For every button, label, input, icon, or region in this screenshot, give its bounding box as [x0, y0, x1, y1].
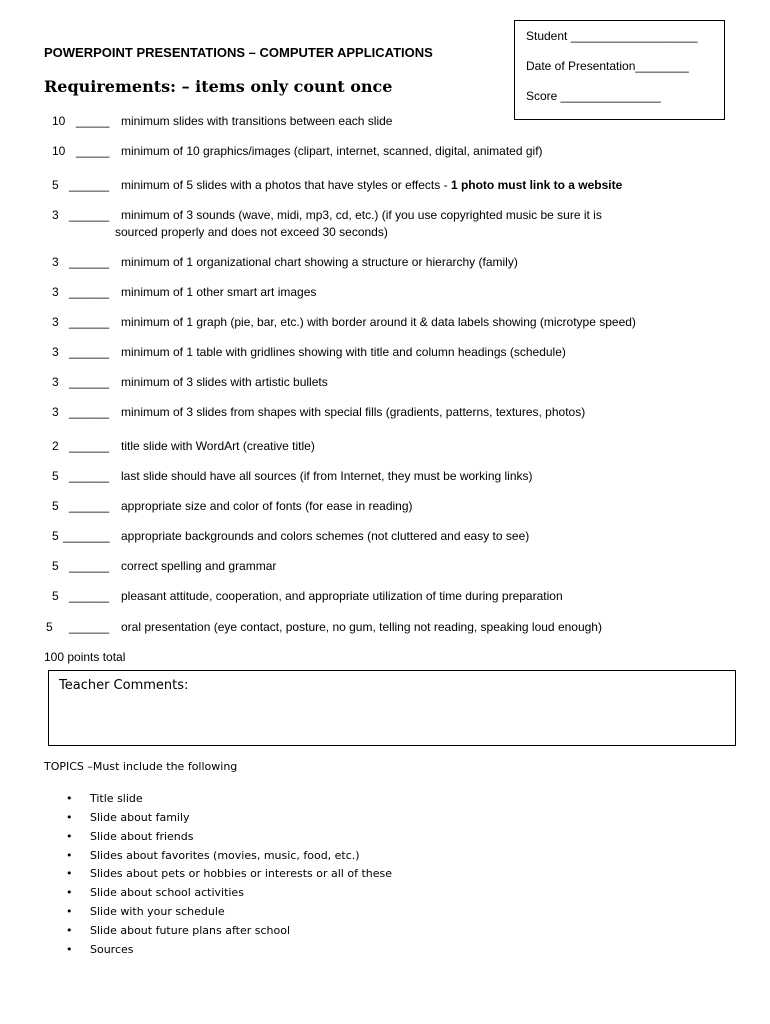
requirement-text — [121, 144, 543, 158]
bullet-icon: • — [66, 849, 73, 862]
bullet-icon: • — [66, 867, 73, 880]
requirement-item — [0, 178, 770, 196]
requirement-text-main: minimum of 10 graphics/images (clipart, internet, scanned, digital, animated gif) — [121, 144, 543, 158]
requirement-text-main: appropriate backgrounds and colors schemes (not cluttered and easy to see) — [121, 529, 530, 543]
score-field[interactable]: Score _______________ — [526, 89, 661, 103]
requirement-text — [121, 620, 602, 634]
requirement-text-main: minimum of 3 slides from shapes with special fills (gradients, patterns, textures, photos) — [121, 405, 586, 419]
requirement-score-blank[interactable]: ______ — [69, 405, 110, 419]
topic-text: Slide about future plans after school — [90, 924, 291, 937]
requirement-text-main: pleasant attitude, cooperation, and appropriate utilization of time during preparation — [121, 589, 563, 603]
requirement-item — [0, 375, 770, 393]
requirement-points: 3 — [52, 375, 59, 389]
requirement-points: 5 — [52, 589, 59, 603]
requirement-points: 10 — [52, 144, 66, 158]
requirement-item — [0, 469, 770, 487]
topic-text: Slides about favorites (movies, music, food, etc.) — [90, 849, 360, 862]
requirement-text-main: minimum of 3 sounds (wave, midi, mp3, cd, etc.) (if you use copyrighted music be sure it is — [121, 208, 602, 222]
requirement-score-blank[interactable]: ______ — [69, 315, 110, 329]
requirement-text — [121, 285, 316, 299]
requirement-points: 3 — [52, 405, 59, 419]
requirement-text — [121, 114, 392, 128]
requirement-text-main: minimum slides with transitions between each slide — [121, 114, 393, 128]
student-name-field[interactable]: Student ___________________ — [526, 29, 698, 43]
requirement-score-blank[interactable]: ______ — [69, 469, 110, 483]
requirement-text-main: minimum of 1 organizational chart showing a structure or hierarchy (family) — [121, 255, 518, 269]
topic-text: Slide about school activities — [90, 886, 244, 899]
bullet-icon: • — [66, 886, 73, 899]
requirement-text — [121, 559, 276, 573]
requirement-text — [121, 178, 622, 192]
points-total: 100 points total — [44, 650, 126, 664]
topic-text: Sources — [90, 943, 134, 956]
requirement-text-main: last slide should have all sources (if from Internet, they must be working links) — [121, 469, 533, 483]
requirement-item — [0, 114, 770, 132]
bullet-icon: • — [66, 792, 73, 805]
requirement-item — [0, 499, 770, 517]
topic-text: Slide about friends — [90, 830, 194, 843]
topic-text: Title slide — [90, 792, 143, 805]
requirement-score-blank[interactable]: ______ — [69, 178, 110, 192]
requirement-text — [121, 499, 413, 513]
bullet-icon: • — [66, 811, 73, 824]
topic-text: Slides about pets or hobbies or interests or all of these — [90, 867, 392, 880]
requirement-points: 5 — [52, 469, 59, 483]
requirement-item — [0, 315, 770, 333]
requirement-item — [0, 255, 770, 273]
requirements-heading: Requirements: – items only count once — [44, 77, 393, 96]
requirement-text-main: appropriate size and color of fonts (for ease in reading) — [121, 499, 413, 513]
requirement-item — [0, 559, 770, 577]
requirement-points: 5 — [46, 620, 53, 634]
topics-heading: TOPICS –Must include the following — [44, 760, 238, 773]
requirement-score-blank[interactable]: ______ — [69, 208, 110, 222]
requirement-points: 5 — [52, 529, 59, 543]
requirement-score-blank[interactable]: ______ — [69, 620, 110, 634]
bullet-icon: • — [66, 943, 73, 956]
requirement-text-main: minimum of 1 table with gridlines showing with title and column headings (schedule) — [121, 345, 566, 359]
bullet-icon: • — [66, 830, 73, 843]
requirement-item — [0, 405, 770, 423]
requirement-text-main: title slide with WordArt (creative title) — [121, 439, 315, 453]
requirement-text-main: minimum of 3 slides with artistic bullets — [121, 375, 328, 389]
requirement-score-blank[interactable]: ______ — [69, 439, 110, 453]
requirement-text — [121, 345, 566, 359]
requirement-score-blank[interactable]: _____ — [76, 114, 110, 128]
requirement-points: 3 — [52, 345, 59, 359]
requirement-points: 3 — [52, 255, 59, 269]
requirement-item — [0, 529, 770, 547]
requirement-item — [0, 589, 770, 607]
requirement-text-continued: sourced properly and does not exceed 30 seconds) — [115, 225, 388, 239]
requirement-points: 3 — [52, 315, 59, 329]
requirement-points: 10 — [52, 114, 66, 128]
requirement-text-main: minimum of 5 slides with a photos that have styles or effects - — [121, 178, 451, 192]
topic-text: Slide about family — [90, 811, 190, 824]
requirement-points: 5 — [52, 559, 59, 573]
requirement-points: 3 — [52, 285, 59, 299]
requirement-score-blank[interactable]: ______ — [69, 499, 110, 513]
requirement-item — [0, 208, 770, 242]
requirement-score-blank[interactable]: ______ — [69, 345, 110, 359]
requirement-text — [121, 255, 518, 269]
requirement-text — [121, 469, 533, 483]
requirement-text — [121, 439, 315, 453]
requirement-score-blank[interactable]: ______ — [69, 375, 110, 389]
requirement-text — [121, 375, 328, 389]
requirement-item — [0, 285, 770, 303]
requirement-points: 5 — [52, 499, 59, 513]
requirement-points: 3 — [52, 208, 59, 222]
requirement-text — [121, 315, 636, 329]
requirement-text-emphasis: 1 photo must link to a website — [450, 178, 623, 192]
requirement-score-blank[interactable]: ______ — [69, 589, 110, 603]
bullet-icon: • — [66, 905, 73, 918]
requirement-score-blank[interactable]: ______ — [69, 255, 110, 269]
requirement-text — [121, 589, 563, 603]
student-info-box — [514, 20, 725, 120]
requirement-item — [0, 345, 770, 363]
requirement-score-blank[interactable]: _____ — [76, 144, 110, 158]
teacher-comments-label: Teacher Comments: — [59, 678, 189, 693]
requirement-text-main: correct spelling and grammar — [121, 559, 277, 573]
presentation-date-field[interactable]: Date of Presentation________ — [526, 59, 689, 73]
requirement-item — [0, 620, 770, 638]
requirement-item — [0, 439, 770, 457]
requirement-item — [0, 144, 770, 162]
requirement-score-blank[interactable]: ______ — [69, 285, 110, 299]
requirement-text — [121, 405, 585, 419]
requirement-text-main: minimum of 1 other smart art images — [121, 285, 317, 299]
bullet-icon: • — [66, 924, 73, 937]
requirement-text — [121, 208, 602, 222]
topic-text: Slide with your schedule — [90, 905, 225, 918]
requirement-points: 2 — [52, 439, 59, 453]
requirement-score-blank[interactable]: _______ — [63, 529, 110, 543]
requirement-text — [121, 529, 529, 543]
requirement-score-blank[interactable]: ______ — [69, 559, 110, 573]
document-title: POWERPOINT PRESENTATIONS – COMPUTER APPLICATIONS — [44, 45, 433, 60]
requirement-points: 5 — [52, 178, 59, 192]
teacher-comments-box[interactable] — [48, 670, 736, 746]
requirement-text-main: minimum of 1 graph (pie, bar, etc.) with border around it & data labels showing (microtype speed) — [121, 315, 636, 329]
requirement-text-main: oral presentation (eye contact, posture, no gum, telling not reading, speaking loud enough) — [121, 620, 602, 634]
